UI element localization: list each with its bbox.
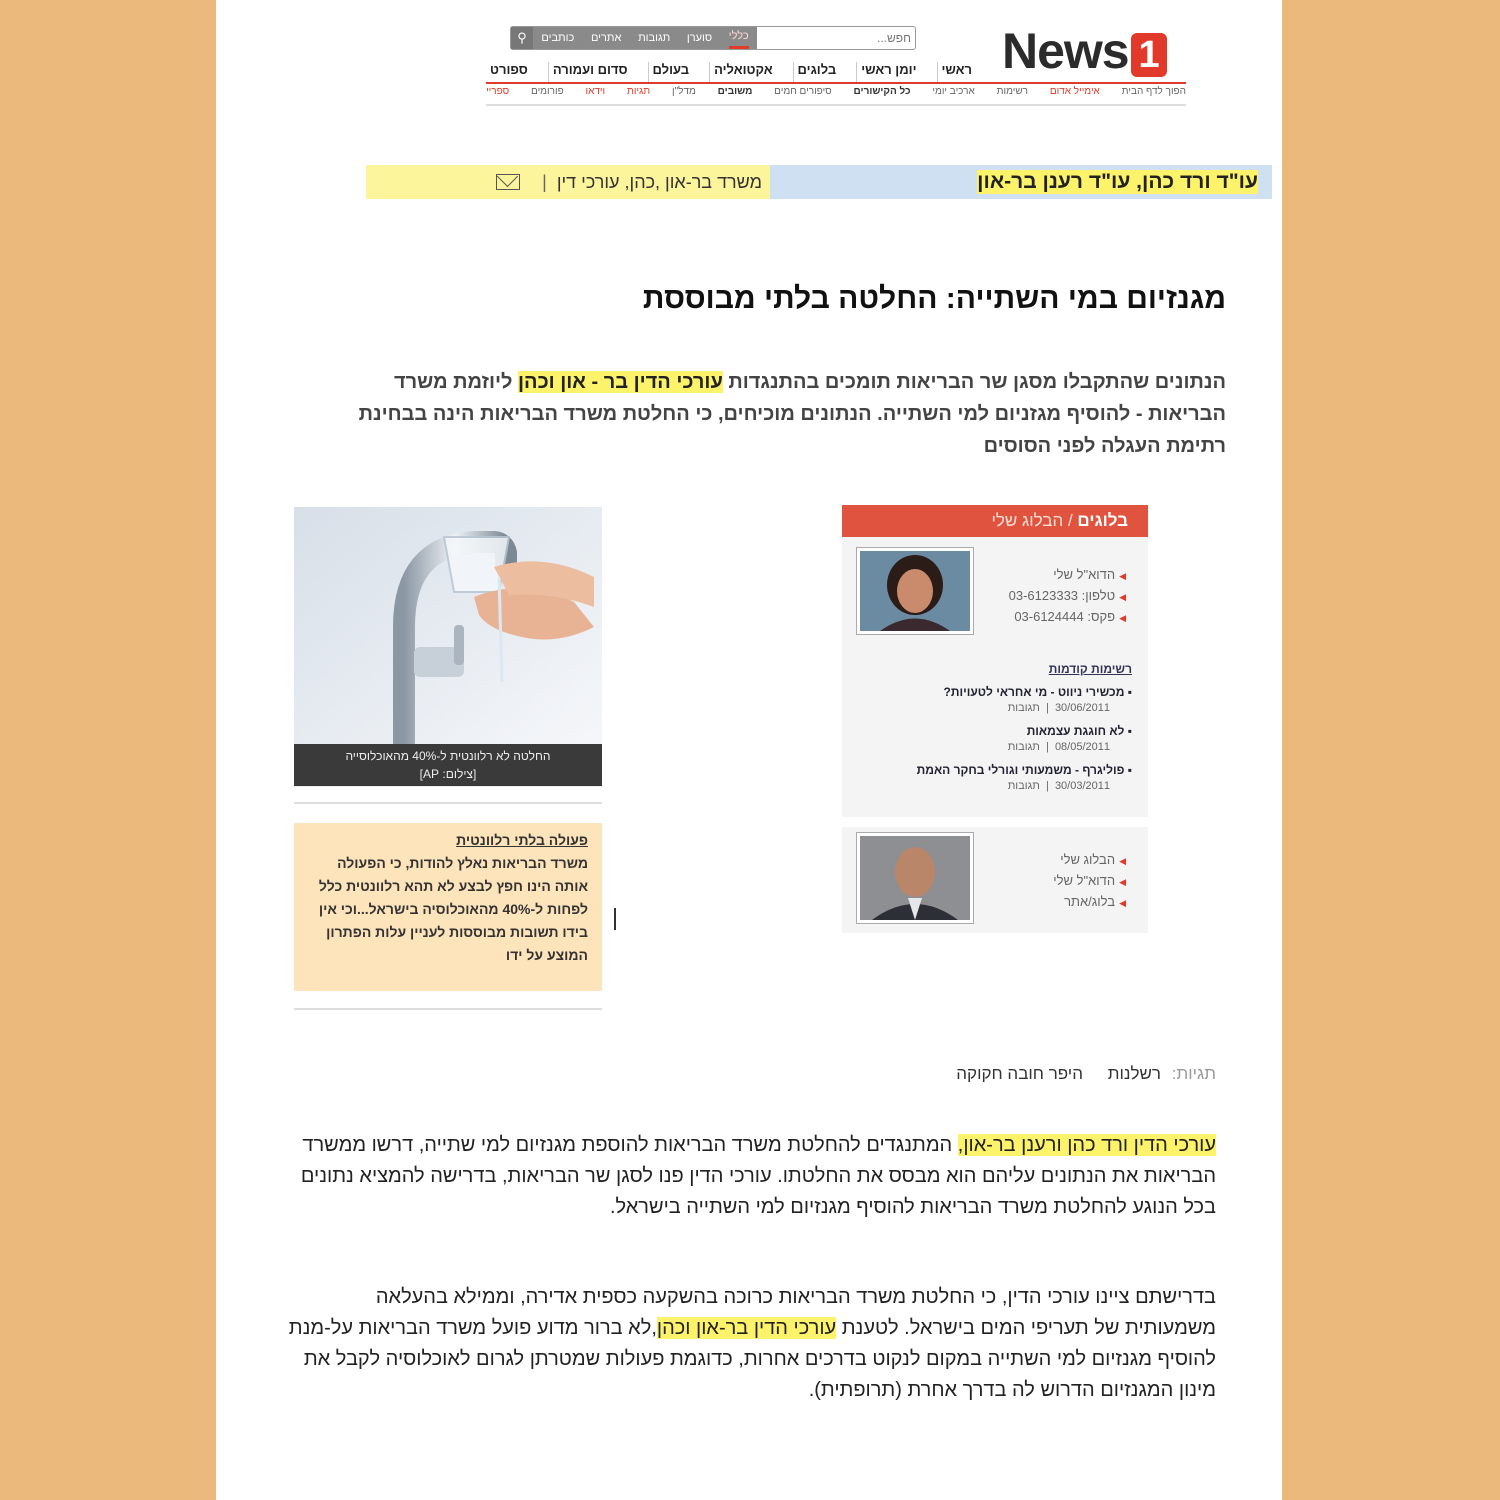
fax-number: ◀פקס: 03-6124444 [1014, 609, 1126, 624]
email-link[interactable]: ◀הדוא"ל שלי [1053, 873, 1126, 888]
avatar[interactable] [856, 832, 974, 924]
search-tab[interactable]: כללי [729, 27, 749, 49]
search-tab[interactable]: כותבים [541, 32, 575, 44]
firm-strip [366, 165, 770, 199]
envelope-icon[interactable] [496, 174, 520, 190]
caption-text: החלטה לא רלוונטית ל-40% מהאוכלוסייה [345, 749, 551, 763]
quote-text: משרד הבריאות נאלץ להודות, כי הפעולה אותה הינו חפץ לבצע לא תהא רלוונטית כלל לפחות ל-40% מהאוכלוסיה בישראל...וכי אין בידו תשובות מבוססות לעניין עלות הפתרון המוצע על ידו [318, 855, 588, 963]
lead-text: ליוזמת משרד הבריאות - להוסיף מגזניום למי השתייה. הנתונים מוכיחים, כי החלטת משרד הבריאות הינה בבחינת רתימת העגלה לפני הסוסים [358, 371, 1226, 457]
blogs-widget [842, 505, 1148, 933]
news1-logo[interactable] [1002, 24, 1187, 78]
pull-quote [294, 823, 602, 991]
paragraph [286, 1130, 1216, 1223]
header-divider [486, 104, 1186, 106]
nav-divider [486, 82, 1186, 84]
list-item[interactable] [944, 685, 1132, 714]
post-title[interactable]: ▪ מכשירי ניווט - מי אחראי לטעויות? [943, 685, 1132, 699]
list-item[interactable] [917, 763, 1132, 792]
author-names: עו"ד ורד כהן, עו"ד רענן בר-און [977, 170, 1258, 193]
paragraph-text: בדרישתם ציינו עורכי הדין, כי החלטת משרד הבריאות כרוכה בהשקעה כספית אדירה, וממילא בהעלאה משמעותית של תעריפי המים בישראל. לטענת [375, 1286, 1216, 1339]
secondary-nav-item[interactable]: סיפורים חמים [774, 86, 832, 97]
post-meta: 08/05/2011 | תגובות [1007, 741, 1110, 753]
search-tab[interactable]: סוערן [686, 32, 713, 44]
article-lead [326, 366, 1226, 462]
separator: | [542, 171, 547, 192]
search-input[interactable] [771, 27, 911, 49]
logo-digit: 1 [1131, 33, 1167, 77]
blogs-title[interactable]: בלוגים [1077, 511, 1128, 530]
firm-name[interactable]: משרד בר-און ,כהן, עורכי דין [556, 171, 762, 192]
tags-label: תגיות: [1171, 1064, 1216, 1083]
divider [294, 802, 602, 804]
secondary-nav-item[interactable]: משובים [717, 86, 753, 97]
avatar[interactable] [856, 547, 974, 635]
secondary-nav-item[interactable]: כל הקישורים [853, 86, 911, 97]
post-title[interactable]: ▪ פוליגרף - משמעותי וגורלי בחקר האמת [916, 763, 1132, 777]
search-tabs [533, 27, 757, 49]
page-title: מגנזיום במי השתייה: החלטה בלתי מבוססת [642, 282, 1226, 315]
tag-link[interactable]: היפר חובה חקוקה [956, 1064, 1083, 1083]
secondary-nav [486, 86, 1186, 100]
nav-item[interactable]: סדום ועמורה [548, 62, 632, 82]
paragraph [286, 1282, 1216, 1406]
secondary-nav-item[interactable]: פורומים [531, 86, 564, 97]
post-title[interactable]: ▪ לא חוגגת עצמאות [1026, 724, 1132, 738]
search-tab[interactable]: אתרים [590, 32, 622, 44]
search-icon[interactable]: ⚲ [511, 27, 533, 49]
secondary-nav-item[interactable]: ארכיב יומי [932, 86, 975, 97]
paragraph-text: ,לא ברור מדוע פועל משרד הבריאות על-מנת להוסיף מגנזיום למי השתייה במקום לנקוט בדרכים אחרות, כדוגמת פעולות שמטרתן לגרום לאוכלוסיה לקבל את מינון המגנזיום הדרוש לה בדרך אחרת (תרופתית). [288, 1317, 1216, 1401]
tag-link[interactable]: רשלנות [1107, 1064, 1162, 1083]
nav-item[interactable]: אקטואליה [709, 62, 776, 82]
tags-row [936, 1064, 1216, 1084]
previous-posts-title[interactable]: רשימות קודמות [1048, 662, 1132, 676]
site-link[interactable]: ◀בלוג/אתר [1064, 894, 1126, 909]
paragraph-text: המתנגדים להחלטת משרד הבריאות להוספת מגנזיום למי שתייה, דרשו ממשרד הבריאות את הנתונים עליהם הוא מבסס את החלטתו. עורכי הדין פנו לסגן שר הבריאות, בדרישה להמציא נתונים בכל הנוגע להחלטת משרד הבריאות להוסיף מגנזיום למי השתייה בישראל. [300, 1134, 1216, 1218]
divider [842, 817, 1148, 827]
blog-link[interactable]: ◀הבלוג שלי [1060, 852, 1126, 867]
lead-highlight: עורכי הדין בר - און וכהן [518, 371, 723, 393]
secondary-nav-item[interactable]: וידאו [585, 86, 606, 97]
list-item[interactable] [1008, 724, 1132, 753]
authors-strip [770, 165, 1272, 199]
quote-title: פעולה בלתי רלוונטית [456, 832, 588, 848]
nav-item[interactable]: ספורט [490, 62, 528, 77]
paragraph-highlight: עורכי הדין ורד כהן ורענן בר-און, [957, 1134, 1216, 1156]
author-links [1053, 850, 1126, 913]
photo-caption [294, 744, 602, 786]
lead-text: הנתונים שהתקבלו מסגן שר הבריאות תומכים בהתנגדות [722, 371, 1226, 393]
secondary-nav-item[interactable]: ספריי [486, 86, 510, 97]
main-nav [486, 62, 976, 82]
article-page [216, 0, 1282, 1500]
logo-text: News [1002, 23, 1129, 79]
author-photo-female [860, 551, 970, 631]
search-bar [510, 26, 916, 50]
post-meta: 30/06/2011 | תגובות [1007, 702, 1110, 714]
author-banner [366, 165, 1272, 199]
email-link[interactable]: ◀הדוא"ל שלי [1053, 567, 1126, 582]
photo-credit: [צילום: AP] [419, 767, 477, 781]
blogs-header: בלוגים / הבלוג שלי [842, 505, 1148, 537]
nav-item[interactable]: בעולם [648, 62, 694, 82]
nav-item[interactable]: בלוגים [793, 62, 841, 82]
author-photo-male [860, 836, 970, 920]
divider [294, 1008, 602, 1010]
home-icon-link[interactable]: הפוך לדף הבית [1121, 86, 1186, 97]
post-meta: 30/03/2011 | תגובות [1007, 780, 1110, 792]
secondary-nav-item[interactable]: רשימות [996, 86, 1028, 97]
secondary-nav-item[interactable]: תגיות [626, 86, 651, 97]
text-cursor [614, 908, 616, 930]
my-blog-title[interactable]: הבלוג שלי [991, 511, 1064, 530]
mail-link[interactable]: אימייל אדום [1049, 86, 1100, 97]
phone-number: ◀טלפון: 03-6123333 [1008, 588, 1126, 603]
paragraph-highlight: עורכי הדין בר-און וכהן [656, 1317, 837, 1339]
search-tab[interactable]: תגובות [638, 32, 671, 44]
secondary-nav-item[interactable]: מדל"ן [672, 86, 696, 97]
faucet-image [294, 507, 602, 747]
author-contact [1009, 565, 1126, 628]
nav-item[interactable]: ראשי [937, 62, 977, 82]
nav-item[interactable]: יומן ראשי [856, 62, 920, 82]
